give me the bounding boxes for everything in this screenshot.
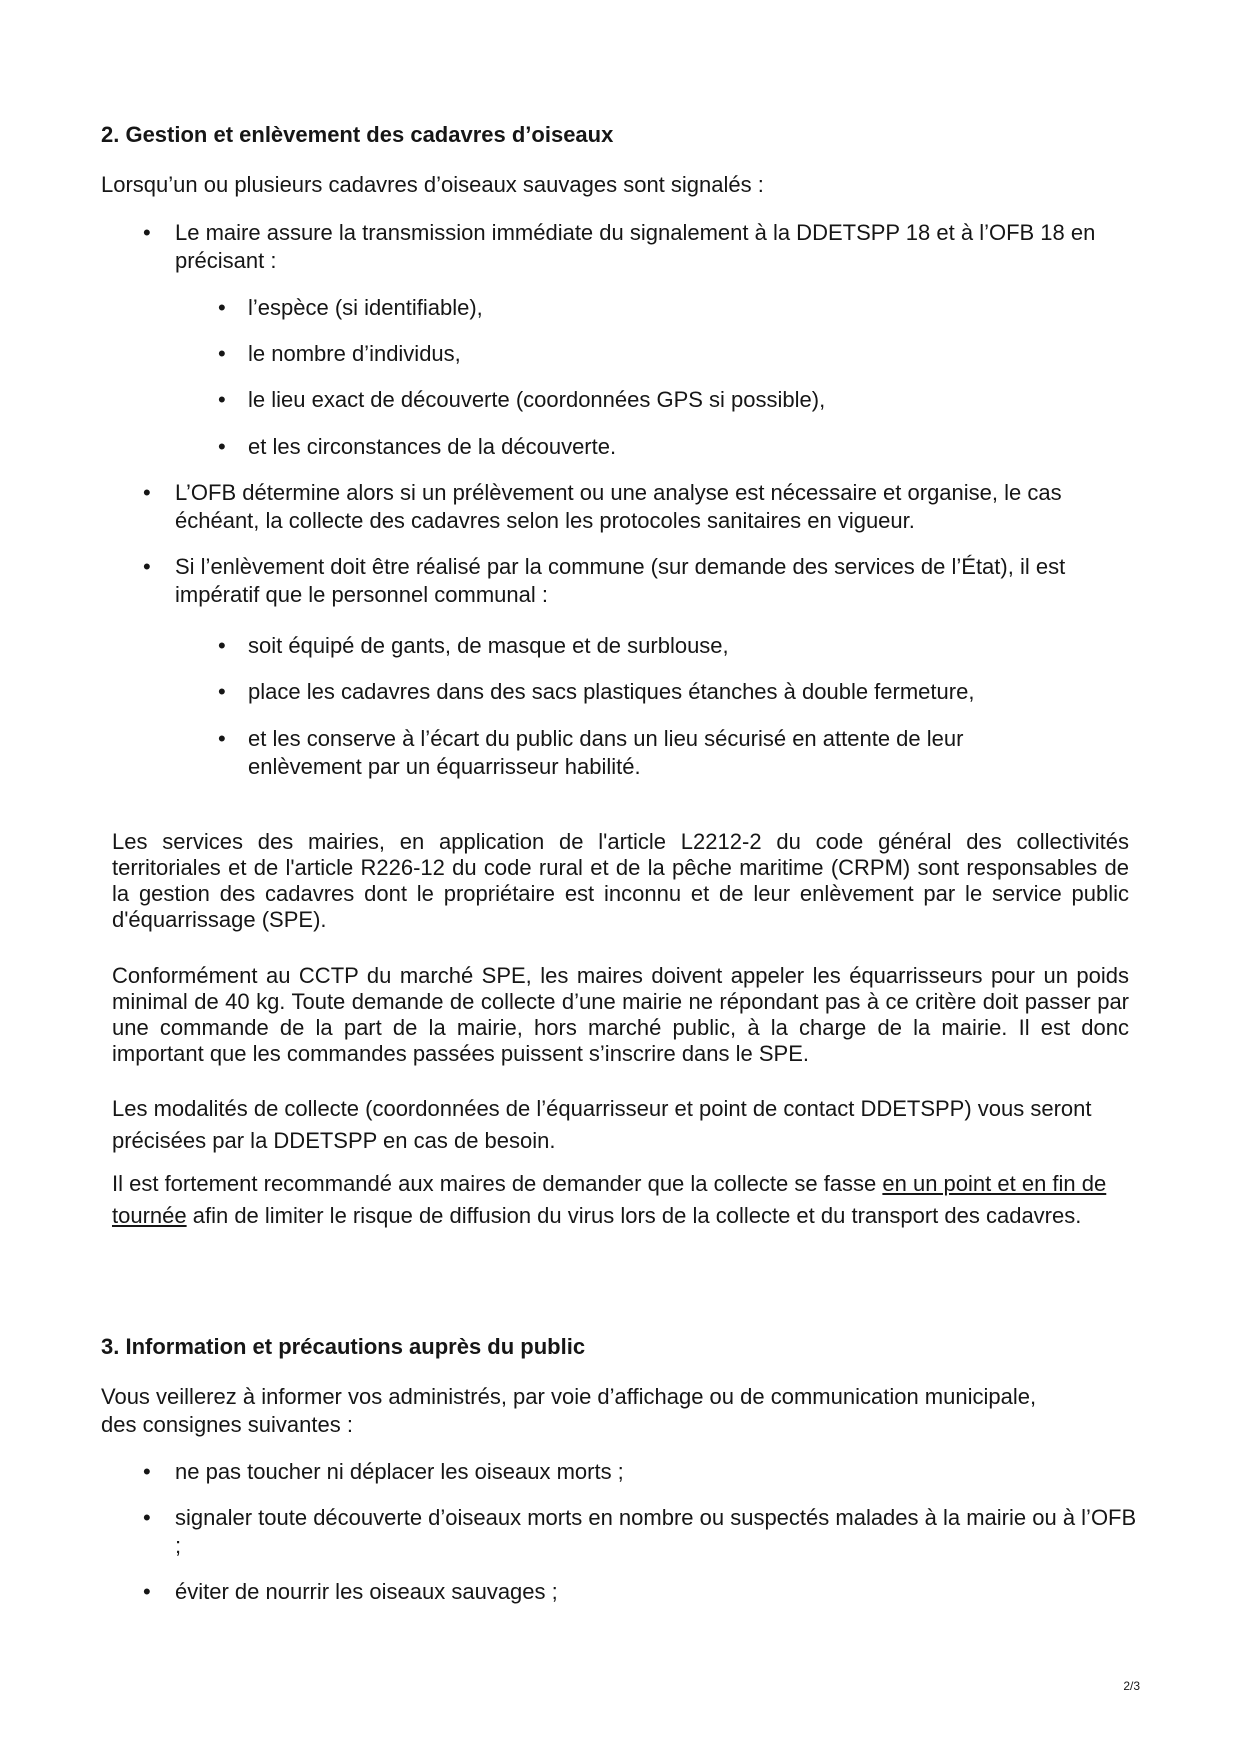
paragraph-modalites: Les modalités de collecte (coordonnées de l’équarrisseur et point de contact DDETSPP) vous seront précisées par la DDETSPP en cas de besoin. [112, 1096, 1092, 1153]
bullet-icon: • [218, 341, 226, 366]
list-item: L’OFB détermine alors si un prélèvement ou une analyse est nécessaire et organise, le cas échéant, la collecte des cadavres selon les protocoles sanitaires en vigueur. [175, 480, 1062, 533]
bullet-icon: • [143, 554, 151, 579]
bullet-icon: • [143, 480, 151, 505]
list-item: signaler toute découverte d’oiseaux morts en nombre ou suspectés malades à la mairie ou à l’OFB ; [175, 1505, 1137, 1558]
list-item: place les cadavres dans des sacs plastiques étanches à double fermeture, [248, 679, 975, 704]
bullet-icon: • [218, 633, 226, 658]
paragraph-legal: Les services des mairies, en application de l'article L2212-2 du code général des collectivités territoriales et de l'article R226-12 du code rural et de la pêche maritime (CRPM) sont responsables de la gestion des cadavres dont le propriétaire est inconnu et de leur enlèvement par le service public d'équarrissage (SPE). [112, 829, 1129, 932]
bullet-icon: • [143, 220, 151, 245]
section-2-intro: Lorsqu’un ou plusieurs cadavres d’oiseaux sauvages sont signalés : [101, 172, 764, 197]
bullet-icon: • [218, 726, 226, 751]
list-item: le lieu exact de découverte (coordonnées GPS si possible), [248, 387, 826, 412]
list-item: le nombre d’individus, [248, 341, 461, 366]
bullet-icon: • [218, 387, 226, 412]
section-3-title: 3. Information et précautions auprès du public [101, 1334, 586, 1359]
section-3-intro: Vous veillerez à informer vos administrés, par voie d’affichage ou de communication municipale, des consignes suivantes : [101, 1384, 1037, 1437]
list-item: et les circonstances de la découverte. [248, 434, 617, 459]
bullet-icon: • [143, 1459, 151, 1484]
list-item: l’espèce (si identifiable), [248, 295, 483, 320]
list-item: Le maire assure la transmission immédiate du signalement à la DDETSPP 18 et à l’OFB 18 en précisant : [175, 220, 1096, 273]
page-number: 2/3 [1123, 1679, 1140, 1693]
bullet-icon: • [218, 434, 226, 459]
bullet-icon: • [143, 1579, 151, 1604]
bullet-icon: • [218, 295, 226, 320]
section-2-title: 2. Gestion et enlèvement des cadavres d’oiseaux [101, 122, 614, 147]
list-item: éviter de nourrir les oiseaux sauvages ; [175, 1579, 558, 1604]
recommendation-text-start: Il est fortement recommandé aux maires de demander que la collecte se fasse [112, 1171, 883, 1196]
list-item: ne pas toucher ni déplacer les oiseaux morts ; [175, 1459, 624, 1484]
paragraph-cctp: Conformément au CCTP du marché SPE, les maires doivent appeler les équarrisseurs pour un poids minimal de 40 kg. Toute demande de collecte d’une mairie ne répondant pas à ce critère doit passer par une commande de la part de la mairie, hors marché public, à la charge de la mairie. Il est donc important que les commandes passées puissent s’inscrire dans le SPE. [112, 963, 1129, 1066]
bullet-icon: • [218, 679, 226, 704]
list-item: Si l’enlèvement doit être réalisé par la commune (sur demande des services de l’État), il est impératif que le personnel communal : [175, 554, 1066, 607]
paragraph-recommendation [112, 1168, 1147, 1232]
list-item: et les conserve à l’écart du public dans un lieu sécurisé en attente de leur enlèvement par un équarrisseur habilité. [248, 726, 964, 779]
recommendation-underlined-text: en un point et en fin de tournée [112, 1171, 1107, 1228]
list-item: soit équipé de gants, de masque et de surblouse, [248, 633, 729, 658]
bullet-icon: • [143, 1505, 151, 1530]
recommendation-text-end: afin de limiter le risque de diffusion du virus lors de la collecte et du transport des cadavres. [186, 1203, 1082, 1228]
